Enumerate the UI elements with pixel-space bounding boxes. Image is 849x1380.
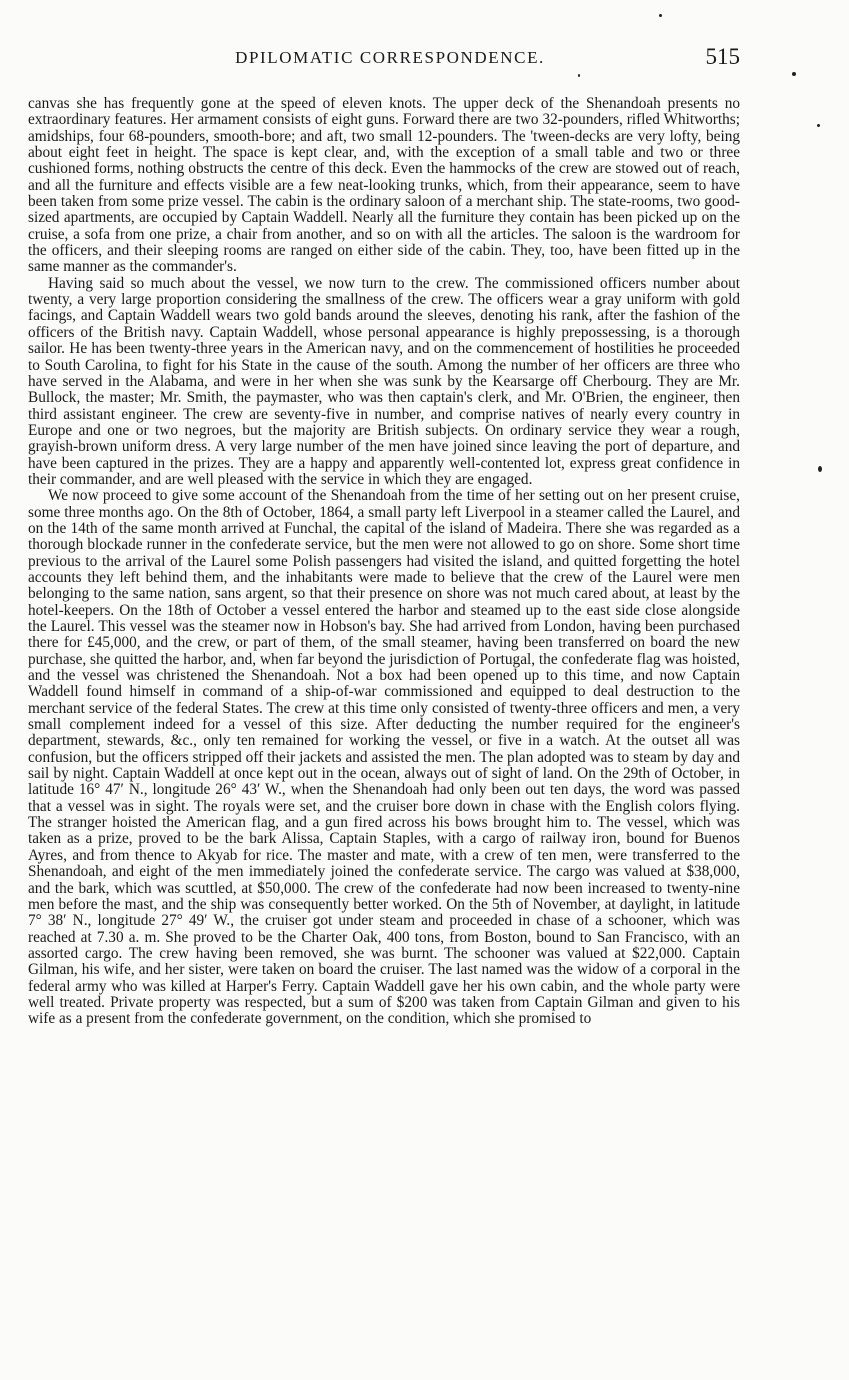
- print-speck: [792, 72, 796, 76]
- print-speck: [818, 466, 822, 472]
- paragraph-3: We now proceed to give some account of the Shenandoah from the time of her setting out on her present cruise, some three months ago. On the 8th of October, 1864, a small party left Liverpool in a steamer called the Laurel, and on the 14th of the same month arrived at Funchal, the capital of the island of Madeira. There she was regarded as a thorough blockade runner in the confederate service, but the men were not allowed to go on shore. Some short time previous to the arrival of the Laurel some Polish passengers had visited the island, and quitted forgetting the hotel accounts they left behind them, and the inhabitants were made to believe that the crew of the Laurel were men belonging to the same nation, sans argent, so that their presence on shore was not much cared about, at least by the hotel-keepers. On the 18th of October a vessel entered the harbor and steamed up to the east side close alongside the Laurel. This vessel was the steamer now in Hobson's bay. She had arrived from London, having been purchased there for £45,000, and the crew, or part of them, of the small steamer, having been transferred on board the new purchase, she quitted the harbor, and, when far beyond the jurisdiction of Portugal, the confederate flag was hoisted, and the vessel was christened the Shenandoah. Not a box had been opened up to this time, and now Captain Waddell found himself in command of a ship-of-war commissioned and equipped to deal destruction to the merchant service of the federal States. The crew at this time only consisted of twenty-three officers and men, a very small complement indeed for a vessel of this size. After deducting the number required for the engineer's department, stewards, &c., only ten remained for working the vessel, or five in a watch. At the outset all was confusion, but the officers stripped off their jackets and assisted the men. The plan adopted was to steam by day and sail by night. Captain Waddell at once kept out in the ocean, always out of sight of land. On the 29th of October, in latitude 16° 47′ N., longitude 26° 43′ W., when the Shenandoah had only been out ten days, the word was passed that a vessel was in sight. The royals were set, and the cruiser bore down in chase with the English colors flying. The stranger hoisted the American flag, and a gun fired across his bows brought him to. The vessel, which was taken as a prize, proved to be the bark Alissa, Captain Staples, with a cargo of railway iron, bound for Buenos Ayres, and from thence to Akyab for rice. The master and mate, with a crew of ten men, were transferred to the Shenandoah, and eight of the men immediately joined the confederate service. The cargo was valued at $38,000, and the bark, which was scuttled, at $50,000. The crew of the confederate had now been increased to twenty-nine men before the mast, and the ship was consequently better worked. On the 5th of November, at daylight, in latitude 7° 38′ N., longitude 27° 49′ W., the cruiser got under steam and proceeded in chase of a schooner, which was reached at 7.30 a. m. She proved to be the Charter Oak, 400 tons, from Boston, bound to San Francisco, with an assorted cargo. The crew having been removed, she was burnt. The schooner was valued at $22,000. Captain Gilman, his wife, and her sister, were taken on board the cruiser. The last named was the widow of a corporal in the federal army who was killed at Harper's Ferry. Captain Waddell gave her his own cabin, and the whole party were well treated. Private property was respected, but a sum of $200 was taken from Captain Gilman and given to his wife as a present from the confederate government, on the condition, which she promised to: [28, 487, 740, 1028]
- paragraph-2: Having said so much about the vessel, we now turn to the crew. The commissioned officers number about twenty, a very large proportion considering the smallness of the crew. The officers wear a gray uniform with gold facings, and Captain Waddell wears two gold bands around the sleeves, denoting his rank, after the fashion of the officers of the British navy. Captain Waddell, whose personal appearance is highly prepossessing, is a thorough sailor. He has been twenty-three years in the American navy, and on the commencement of hostilities he proceeded to South Carolina, to fight for his State in the cause of the south. Among the number of her officers are three who have served in the Alabama, and were in her when she was sunk by the Kearsarge off Cherbourg. They are Mr. Bullock, the master; Mr. Smith, the paymaster, who was then captain's clerk, and Mr. O'Brien, the engineer, then third assistant engineer. The crew are seventy-five in number, and comprise natives of nearly every country in Europe and one or two negroes, but the majority are British subjects. On ordinary service they wear a rough, grayish-brown uniform dress. A very large number of the men have joined since leaving the port of departure, and have been captured in the prizes. They are a happy and apparently well-contented lot, express great confidence in their commander, and are well pleased with the service in which they are engaged.: [28, 274, 740, 488]
- page-number: 515: [705, 44, 740, 69]
- print-speck: [817, 124, 820, 127]
- print-speck: [659, 14, 662, 17]
- print-speck: [578, 74, 580, 77]
- page-title: DPILOMATIC CORRESPONDENCE.: [235, 48, 545, 67]
- running-head: [40, 44, 740, 76]
- paragraph-1: canvas she has frequently gone at the speed of eleven knots. The upper deck of the Shenandoah presents no extraordinary features. Her armament consists of eight guns. Forward there are two 32-pounders, rifled Whitworths; amidships, four 68-pounders, smooth-bore; and aft, two small 12-pounders. The 'tween-decks are very lofty, being about eight feet in height. The space is kept clear, and, with the exception of a small table and two or three cushioned forms, nothing obstructs the centre of this deck. Even the hammocks of the crew are stowed out of reach, and all the furniture and effects visible are a few neat-looking trunks, which, from their appearance, seem to have been taken from some prize vessel. The cabin is the ordinary saloon of a merchant ship. The state-rooms, two good-sized apartments, are occupied by Captain Waddell. Nearly all the furniture they contain has been picked up on the cruise, a sofa from one prize, a chair from another, and so on with all the articles. The saloon is the wardroom for the officers, and their sleeping rooms are ranged on either side of the cabin. They, too, have been fitted up in the same manner as the commander's.: [28, 95, 740, 276]
- body-text: [28, 96, 740, 1028]
